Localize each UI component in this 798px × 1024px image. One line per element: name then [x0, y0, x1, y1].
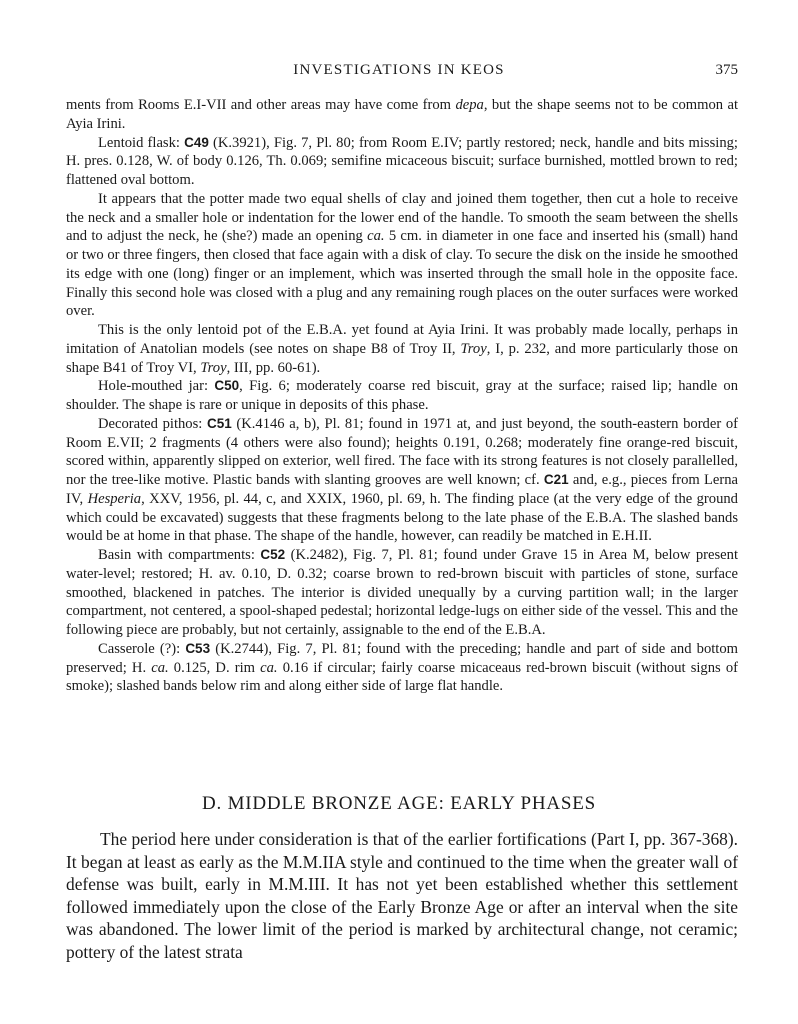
catalogue-number: C21: [543, 472, 569, 487]
paragraph-intro: The period here under consideration is that of the earlier fortifications (Part I, pp. 367-368). It began at least as early as the M.M.IIA style and continued to the time when the greater wall of defense was built, early in M.M.III. It has not yet been established whether this settlement followed immediately upon the close of the Early Bronze Age or after an interval when the site was abandoned. The lower limit of the period is marked by architectural change, not ceramic; pottery of the latest strata: [66, 829, 738, 962]
paragraph-manufacture: It appears that the potter made two equal shells of clay and joined them together, then cut a hole to receive the neck and a smaller hole or indentation for the lower end of the handle. To smooth the seam between the shells and to adjust the neck, he (she?) made an opening ca. 5 cm. in diameter in one face and inserted his (small) hand or two or three fingers, then closed that face again with a disk of clay. To secure the disk on the inside he smoothed its edge with one (long) finger or an implement, which was inserted through the small hole in the opposite face. Finally this second hole was closed with a plug and any remaining rough places on the outer surfaces were worked over.: [66, 190, 738, 320]
running-head: INVESTIGATIONS IN KEOS: [293, 62, 505, 78]
page-number: 375: [715, 62, 738, 78]
entry-c51: Decorated pithos: C51 (K.4146 a, b), Pl. 81; found in 1971 at, and just beyond, the south-eastern border of Room E.VII; 2 fragments (4 others were also found); heights 0.191, 0.268; moderately fine orange-red biscuit, scored within, apparently slipped on exterior, well fired. The face with its strong features is not closely parallelled, nor the tree-like motive. Plastic bands with slanting grooves are well known; cf. C21 and, e.g., pieces from Lerna IV, Hesperia, XXV, 1956, pl. 44, c, and XXIX, 1960, pl. 69, h. The finding place (at the very edge of the ground which could be excavated) suggests that these fragments belong to the late phase of the E.B.A. The slashed bands would be at home in that phase. The shape of the handle, however, can readily be matched in E.H.II.: [66, 415, 738, 545]
entry-c52: Basin with compartments: C52 (K.2482), Fig. 7, Pl. 81; found under Grave 15 in Area M, below present water-level; restored; H. av. 0.10, D. 0.32; coarse brown to red-brown biscuit with particles of stone, surface smoothed, blackened in patches. The interior is divided unequally by a curving partition wall; in the larger compartment, not centered, a spool-shaped pedestal; horizontal ledge-lugs on either side of the vessel. This and the following piece are probably, but not certainly, assignable to the end of the E.B.A.: [66, 547, 739, 638]
catalogue-number: C53: [185, 640, 211, 656]
catalogue-number: C51: [206, 415, 232, 431]
entry-c49: Lentoid flask: C49 (K.3921), Fig. 7, Pl. 80; from Room E.IV; partly restored; neck, handle and bits missing; H. pres. 0.128, W. of body 0.126, Th. 0.069; semifine micaceous biscuit; surface burnished, mottled brown to red; flattened oval bottom.: [66, 134, 738, 188]
catalogue-number: C49: [184, 134, 209, 150]
section-body: [66, 828, 738, 964]
italic-term: ca.: [151, 659, 169, 676]
catalogue-text: [66, 96, 738, 696]
entry-c53: Casserole (?): C53 (K.2744), Fig. 7, Pl. 81; found with the preceding; handle and part of side and bottom preserved; H. ca. 0.125, D. rim ca. 0.16 if circular; fairly coarse micaceaus red-brown biscuit (without signs of smoke); slashed bands below rim and along either side of large flat handle.: [66, 640, 738, 695]
italic-term: depa: [455, 97, 484, 113]
catalogue-number: C52: [260, 547, 286, 562]
italic-term: ca.: [260, 659, 278, 676]
page-header: [0, 62, 798, 84]
italic-term: Troy: [460, 340, 487, 357]
section-heading: D. MIDDLE BRONZE AGE: EARLY PHASES: [201, 793, 597, 814]
catalogue-number: C50: [214, 378, 240, 394]
paragraph-continuation: ments from Rooms E.I-VII and other areas may have come from depa, but the shape seems not to be common at Ayia Irini.: [66, 97, 738, 132]
italic-term: ca.: [367, 228, 385, 245]
italic-term: Troy: [200, 359, 227, 376]
entry-c50: Hole-mouthed jar: C50, Fig. 6; moderately coarse red biscuit, gray at the surface; raised lip; handle on shoulder. The shape is rare or unique in deposits of this phase.: [66, 378, 739, 413]
italic-term: Hesperia: [87, 490, 142, 507]
paragraph-lentoid: This is the only lentoid pot of the E.B.A. yet found at Ayia Irini. It was probably made locally, perhaps in imitation of Anatolian models (see notes on shape B8 of Troy II, Troy, I, p. 232, and more particularly those on shape B41 of Troy VI, Troy, III, pp. 60-61).: [66, 322, 738, 376]
